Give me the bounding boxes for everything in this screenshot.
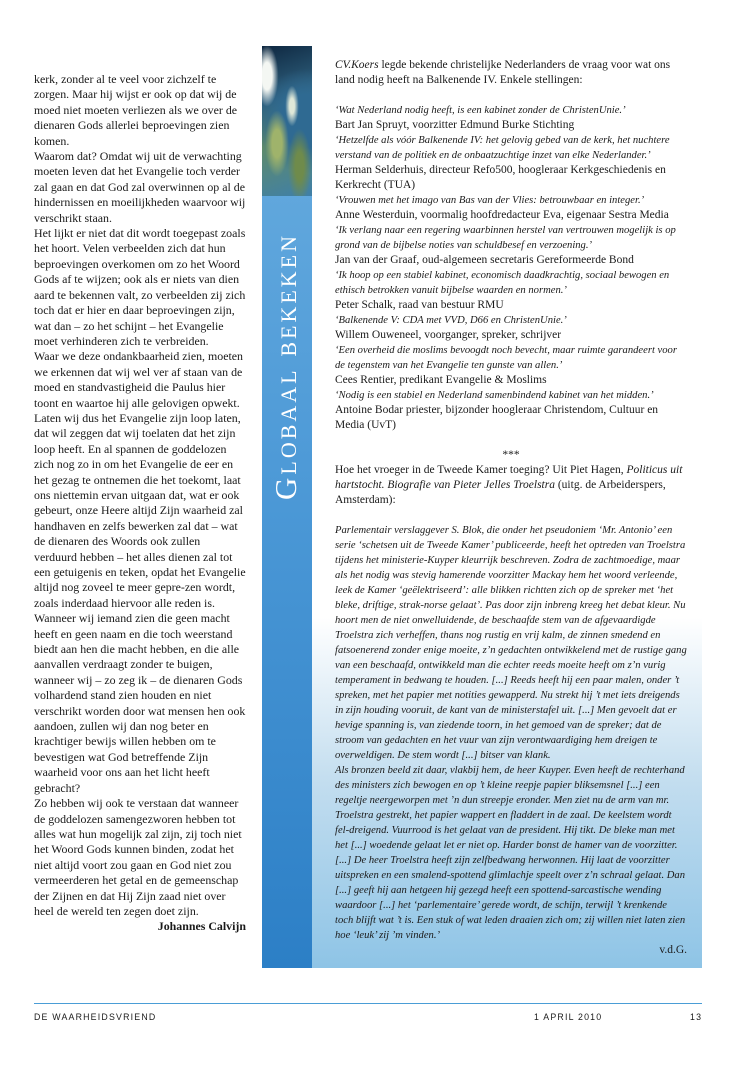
paragraph: Waarom dat? Omdat wij uit de verwachting moeten leven dat het Evangelie toch verder zal gaan en dat God zal overwinnen op al de hindernissen en moeilijkheden waarvoor wij verschrikt staan. [34,149,246,225]
left-column [34,72,246,935]
second-intro-a: Hoe het vroeger in de Tweede Kamer toeging? Uit Piet Hagen, [335,464,627,476]
statement-author: Antoine Bodar priester, bijzonder hoogleraar Christendom, Cultuur en Media (UvT) [335,404,659,431]
statement-author: Bart Jan Spruyt, voorzitter Edmund Burke Stichting [335,119,575,131]
paragraph: kerk, zonder al te veel voor zichzelf te zorgen. Maar hij wijst er ook op dat wij de moed niet moeten verliezen als we over de dienaren Gods allerlei beproevingen zien komen. [34,72,238,148]
paragraph: Wanneer wij iemand zien die geen macht heeft en geen naam en die toch weerstand biedt aan hen die macht hebben, en die alle aanvallen verdraagt zonder te buigen, wanneer wij – zo zeg ik – de dienaren Gods volhardend stand zien houden en niet verschrikt worden door wat mensen hen ook aandoen, zullen wij dan nog beter en krachtiger bewijs willen hebben om te bevestigen wat God betreffende Zijn waarheid voor ons aan het licht heeft gebracht? [34,611,246,795]
book-title: Politicus uit hartstocht. Biografie van Pieter Jelles Troelstra [335,464,683,491]
statement-quote: ‘Een overheid die moslims bevoogdt noch bevecht, maar ruimte garandeert voor de tegenstem van het Evangelie ten gunste van allen.’ [335,345,677,371]
author-signature: Johannes Calvijn [157,919,246,934]
paragraph: Het lijkt er niet dat dit wordt toegepast zoals het hoort. Velen verbeelden zich dat hun beproevingen overkomen om zo het Woord Gods af te wijzen; ook als er niets van dien aard te bekennen valt, zo verbeelden zij zich toch dat er hier en daar beproevingen zijn, wat dan – zo het schijnt – het Evangelie moet verhinderen zich te verbreiden. [34,226,246,348]
excerpt: Als bronzen beeld zit daar, vlakbij hem, de heer Kuyper. Even heeft de rechterhand des ministers zich bewogen en op ’t kleine reepje papier bliksemsnel [...] een regeltje neergeworpen met ’n dun streepje eronder. Men ziet nu de arm van mr. Troelstra gestrekt, het papier wappert en fladdert in de zaal. De keelstem wordt fel-dreigend. Vuurrood is het gelaat van de president. Hij tikt. De bleke man met het [...] woedende gelaat let er niet op. Harder bonst de hamer van de voorzitter. [...] De heer Troelstra heeft zijn zelfbedwang herwonnen. Hij laat de voorzitter uitspreken en een smalend-spottend glimlachje speelt over z’n schraal gelaat. Dan [...] geeft hij aan hetgeen hij gezegd heeft een spottend-sarcastische wending waardoor [...] het ‘parlementaire’ gerede wordt, de schijn, terwijl ’t krenkende toch blijft wat ’t is. Een stuk of wat leden draaien zich om; zij willen niet laten zien hoe ‘leuk’ zij ’m vinden.’ [335,765,686,941]
section-separator: *** [502,449,520,461]
section-title: Globaal bekeken [268,232,303,500]
statement-quote: ‘Wat Nederland nodig heeft, is een kabinet zonder de ChristenUnie.’ [335,105,626,116]
footer-rule [34,1003,702,1004]
page-number: 13 [690,1012,703,1022]
second-intro-c: (uitg. de Arbeiderspers, Amsterdam): [335,479,666,506]
paragraph: Waar we deze ondankbaarheid zien, moeten we erkennen dat wij wel ver af staan van de moed en standvastigheid die Paulus hier toont en waartoe hij alle gelovigen opwekt. Laten wij dus het Evangelie zijn loop laten, dat wil zeggen dat wij toelaten dat het zijn loop heeft. En al spannen de goddelozen zich nog zo in om het Evangelie de eer en het gezag te ontnemen die het toekomt, laat ons niettemin ervan uitgaan dat, wat er ook gebeurt, onze Heere altijd Zijn waarheid zal handhaven en zelfs bewerken zal dat – wat de dienaren des Woords ook zullen verduurd hebben – het alles dienen zal tot een getuigenis en teken, opdat het Evangelie altijd nog zoveel te meer gepre-zen wordt, zoals inderdaad hiervoor alle reden is. [34,349,246,610]
intro-text: legde bekende christelijke Nederlanders de vraag voor wat ons land nodig heeft na Balkenende IV. Enkele stellingen: [335,59,671,86]
statement-quote: ‘Balkenende V: CDA met VVD, D66 en ChristenUnie.’ [335,315,567,326]
statement-quote: ‘Ik verlang naar een regering waarbinnen herstel van vertrouwen mogelijk is op grond van de bijbelse noties van schuldbesef en verzoening.’ [335,225,676,251]
statement-quote: ‘Vrouwen met het imago van Bas van der Vlies: betrouwbaar en integer.’ [335,195,645,206]
statement-author: Anne Westerduin, voormalig hoofdredacteur Eva, eigenaar Sestra Media [335,209,669,221]
right-column [335,58,687,958]
second-intro [335,463,687,508]
footer-publication: DE WAARHEIDSVRIEND [34,1012,157,1022]
footer-date: 1 APRIL 2010 [534,1012,603,1022]
paragraph: Zo hebben wij ook te verstaan dat wanneer de goddelozen samengezworen hebben tot alles wat hun mogelijk zal zijn, zij toch niet het Woord Gods kunnen binden, zodat het niet altijd voort zou gaan en God niet zou vermeerderen het getal en de gemeenschap der Zijnen en dat Hij Zijn zaad niet over heel de wereld ten zegen doet zijn. [34,796,242,918]
statement-author: Peter Schalk, raad van bestuur RMU [335,299,504,311]
statement-author: Willem Ouweneel, voorganger, spreker, schrijver [335,329,562,341]
intro [335,58,687,88]
intro-source: CV.Koers [335,59,379,71]
statement-quote: ‘Hetzelfde als vóór Balkenende IV: het gelovig gebed van de kerk, het nuchtere verstand van de politiek en de onbaatzuchtige inzet van elke Nederlander.’ [335,135,670,161]
statement-author: Herman Selderhuis, directeur Refo500, hoogleraar Kerkgeschiedenis en Kerkrecht (TUA) [335,164,666,191]
excerpt: Parlementair verslaggever S. Blok, die onder het pseudoniem ‘Mr. Antonio’ een serie ‘schetsen uit de Tweede Kamer’ publiceerde, heeft het optreden van Troelstra tijdens het ministerie-Kuyper kleurrijk beschreven. Zodra de zachtmoedige, maar als het nodig was stevig hamerende voorzitter Mackay hem het woord verleende, leek de Kamer ‘geëlektriseerd’: alle blikken richtten zich op de spreker met ‘het bleke, driftige, strak-norse gelaat’. Pas door zijn inbreng kreeg het debat kleur. Nu hoort men de niet onwelluidende, de beschaafde stem van de afgevaardigde Troelstra zich verheffen, thans nog rustig en vrij kalm, de zinnen smedend en fatsoenerend zonder enige moeite, z’n gedachten ontwikkelend met de rustige gang van een beschaafd, ontwikkeld man die echter reeds moeite heeft om z’n vurig temperament in bedwang te houden. [...] Reeds heeft hij een paar malen, onder ’t spreken, met het papier met notities gewapperd. Nu strekt hij ’t met iets dreigends in zijn houding vooruit, de kant van de ministerstafel uit. [...] Men gevoelt dat er hevige spanning is, van ziedende toorn, in het gemoed van de spreker; dat de stroom van gedachten en het vuur van zijn verontwaardiging hem dreigen te overweldigen. De stem wordt [...] bitser van klank. [335,525,687,761]
earth-image [262,46,312,196]
statement-author: Jan van der Graaf, oud-algemeen secretaris Gereformeerde Bond [335,254,634,266]
statement-quote: ‘Nodig is een stabiel en Nederland samenbindend kabinet van het midden.’ [335,390,654,401]
statement-author: Cees Rentier, predikant Evangelie & Moslims [335,374,547,386]
signature: v.d.G. [659,944,687,956]
statement-quote: ‘Ik hoop op een stabiel kabinet, economisch daadkrachtig, sociaal bewogen en ethisch betrokken vanuit bijbelse waarden en normen.’ [335,270,670,296]
